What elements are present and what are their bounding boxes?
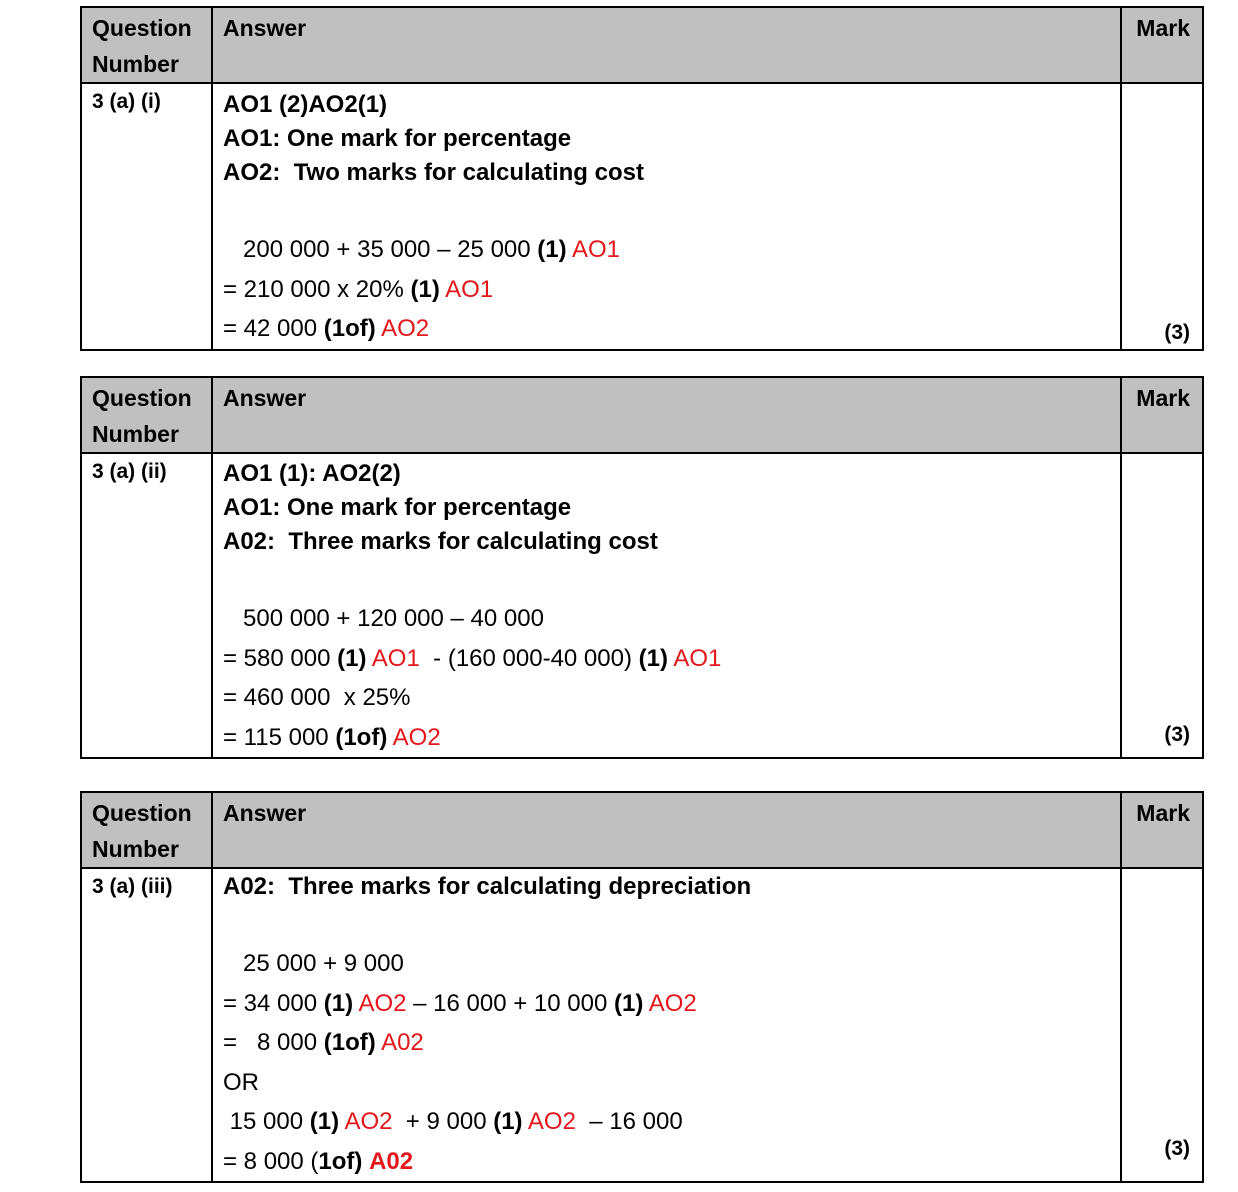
calculation-line bbox=[213, 1023, 1120, 1063]
calculation-text: = 8 000 bbox=[223, 1029, 324, 1056]
calculation-line bbox=[213, 1063, 1120, 1103]
calculation-line bbox=[213, 1102, 1120, 1142]
mark-award: (1) bbox=[493, 1108, 523, 1135]
answer-cell bbox=[212, 453, 1121, 758]
answer-cell bbox=[212, 83, 1121, 350]
mark-award: (1) bbox=[614, 989, 644, 1017]
header-answer: Answer bbox=[212, 792, 1121, 868]
question-number: 3 (a) (iii) bbox=[81, 868, 212, 1182]
calculation-line bbox=[213, 718, 1120, 758]
calculation-line bbox=[213, 309, 1120, 349]
assessment-objective-tag: AO2 bbox=[643, 989, 697, 1017]
calculation-line bbox=[213, 599, 1120, 639]
calculation-text: 15 000 bbox=[223, 1108, 310, 1135]
assessment-objective-tag: AO1 bbox=[439, 275, 494, 303]
assessment-objective-tag: AO2 bbox=[375, 315, 430, 342]
mark-cell bbox=[1121, 453, 1203, 758]
calculation-text: – 16 000 bbox=[575, 1108, 683, 1135]
mark-award: (1of) bbox=[323, 315, 376, 342]
mark-award: (1) bbox=[309, 1108, 340, 1135]
mark-award: (1) bbox=[537, 236, 567, 263]
mark-award: (1) bbox=[337, 644, 367, 672]
calculation-text: 500 000 + 120 000 – 40 000 bbox=[223, 605, 544, 632]
header-mark: Mark bbox=[1121, 7, 1203, 83]
assessment-objective-tag: AO1 bbox=[366, 644, 420, 672]
calculation-line bbox=[213, 678, 1120, 718]
mark-award: (1of) bbox=[323, 1029, 376, 1056]
header-mark: Mark bbox=[1121, 377, 1203, 453]
assessment-objective-tag: AO2 bbox=[339, 1108, 393, 1135]
answer-heading: AO1 (2)AO2(1) bbox=[223, 91, 388, 118]
answer-heading: A02: Three marks for calculating cost bbox=[223, 528, 658, 555]
calculation-line bbox=[213, 984, 1120, 1024]
assessment-objective-tag: AO2 bbox=[522, 1108, 576, 1135]
calculation-text: = 460 000 x 25% bbox=[223, 684, 411, 711]
calculation-text: 25 000 + 9 000 bbox=[223, 950, 404, 977]
calculation-text: – 16 000 + 10 000 bbox=[406, 989, 614, 1017]
assessment-objective-tag: A02 bbox=[375, 1029, 424, 1056]
mark-scheme-table-3aii bbox=[80, 376, 1204, 759]
mark-award: (1of) bbox=[335, 723, 388, 751]
calculation-block bbox=[213, 228, 1120, 349]
header-question-number: Question Number bbox=[81, 792, 212, 868]
mark-scheme-table-3aiii bbox=[80, 791, 1204, 1183]
answer-heading: AO1 (1): AO2(2) bbox=[223, 460, 401, 487]
assessment-objective-tag: AO1 bbox=[667, 644, 722, 672]
mark-value: (3) bbox=[1164, 320, 1190, 344]
mark-award: 1of) bbox=[318, 1147, 363, 1175]
question-number: 3 (a) (i) bbox=[81, 83, 212, 350]
calculation-text: = 210 000 x 20% bbox=[223, 275, 411, 303]
calculation-text: = 580 000 bbox=[223, 644, 338, 672]
calculation-text: 200 000 + 35 000 – 25 000 bbox=[223, 236, 538, 263]
mark-award: (1) bbox=[410, 275, 440, 303]
mark-award: (1) bbox=[323, 989, 354, 1017]
assessment-objective-tag: AO2 bbox=[353, 989, 407, 1017]
calculation-text: + 9 000 bbox=[392, 1108, 494, 1135]
mark-value: (3) bbox=[1164, 1137, 1190, 1160]
answer-cell bbox=[212, 868, 1121, 1182]
calculation-block bbox=[213, 942, 1120, 1181]
assessment-objective-tag: AO2 bbox=[387, 723, 441, 751]
calculation-line bbox=[213, 944, 1120, 984]
mark-award: (1) bbox=[638, 644, 668, 672]
calculation-line bbox=[213, 230, 1120, 270]
header-mark: Mark bbox=[1121, 792, 1203, 868]
calculation-block bbox=[213, 597, 1120, 757]
header-answer: Answer bbox=[212, 7, 1121, 83]
calculation-text: = 42 000 bbox=[223, 315, 324, 342]
calculation-line bbox=[213, 639, 1120, 679]
calculation-text: OR bbox=[223, 1068, 259, 1096]
calculation-text: = 34 000 bbox=[223, 989, 324, 1017]
mark-cell bbox=[1121, 868, 1203, 1182]
answer-heading: AO2: Two marks for calculating cost bbox=[223, 159, 644, 186]
assessment-objective-tag: AO1 bbox=[566, 236, 620, 263]
header-answer: Answer bbox=[212, 377, 1121, 453]
calculation-text: = 8 000 ( bbox=[223, 1147, 319, 1175]
calculation-text: = 115 000 bbox=[223, 723, 336, 751]
header-question-number: Question Number bbox=[81, 7, 212, 83]
answer-heading: A02: Three marks for calculating depreciation bbox=[223, 873, 752, 900]
header-question-number: Question Number bbox=[81, 377, 212, 453]
question-number: 3 (a) (ii) bbox=[81, 453, 212, 758]
calculation-line bbox=[213, 1142, 1120, 1182]
assessment-objective-tag: A02 bbox=[369, 1147, 414, 1175]
mark-scheme-table-3ai bbox=[80, 6, 1204, 351]
mark-cell bbox=[1121, 83, 1203, 350]
answer-heading: AO1: One mark for percentage bbox=[223, 125, 572, 152]
calculation-line bbox=[213, 270, 1120, 310]
answer-heading: AO1: One mark for percentage bbox=[223, 494, 572, 521]
mark-value: (3) bbox=[1164, 723, 1190, 746]
calculation-text: - (160 000-40 000) bbox=[419, 644, 639, 672]
